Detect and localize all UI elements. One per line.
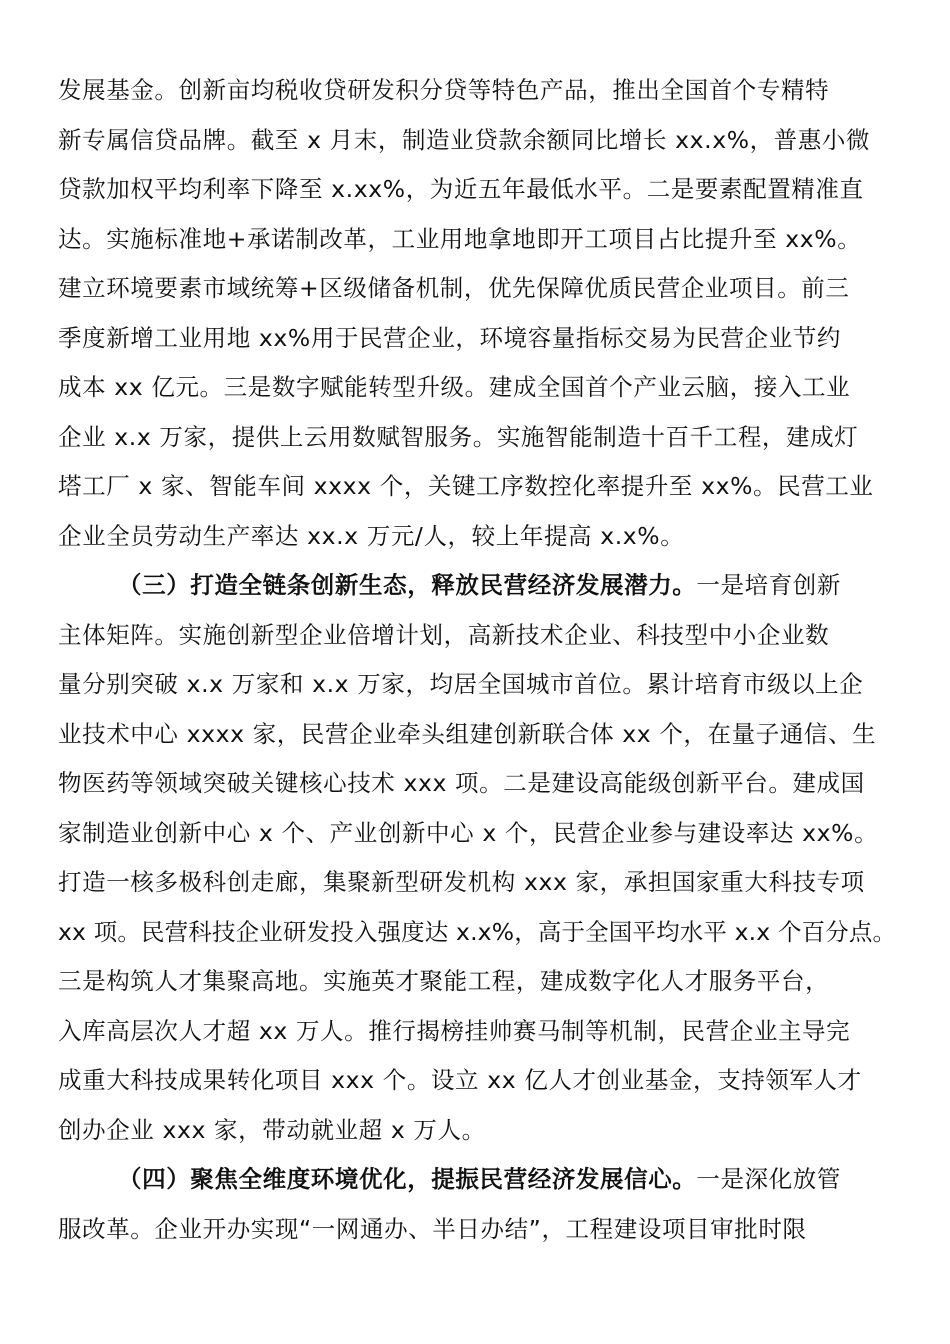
text-line: 三是构筑人才集聚高地。实施英才聚能工程，建成数字化人才服务平台，	[58, 967, 830, 995]
text-line: 达。实施标准地+承诺制改革，工业用地拿地即开工项目占比提升至 xx%。	[58, 224, 862, 253]
section-3-first-line	[58, 561, 898, 611]
text-line: 物医药等领域突破关键核心技术 xxx 项。二是建设高能级创新平台。建成国	[58, 769, 865, 797]
text-line: 家制造业创新中心 x 个、产业创新中心 x 个，民营企业参与建设率达 xx%。	[58, 818, 879, 847]
text-line: 企业全员劳动生产率达 xx.x 万元/人，较上年提高 x.x%。	[58, 521, 685, 550]
section-4-first-line	[58, 1155, 898, 1205]
text-line: 建立环境要素市域统筹+区级储备机制，优先保障优质民营企业项目。前三	[58, 274, 850, 302]
text-line: 服改革。企业开办实现“一网通办、半日办结”，工程建设项目审批时限	[58, 1214, 807, 1243]
text-line: 企业 x.x 万家，提供上云用数赋智服务。实施智能制造十百千工程，建成灯	[58, 422, 859, 451]
document-body	[58, 66, 898, 1254]
text-line: 成本 xx 亿元。三是数字赋能转型升级。建成全国首个产业云脑，接入工业	[58, 373, 851, 401]
text-line: 打造一核多极科创走廊，集聚新型研发机构 xxx 家，承担国家重大科技专项	[58, 868, 865, 896]
text-line: 季度新增工业用地 xx%用于民营企业，环境容量指标交易为民营企业节约	[58, 323, 842, 352]
text-line: 塔工厂 x 家、智能车间 xxxx 个，关键工序数控化率提升至 xx%。民营工业	[58, 472, 874, 500]
text-line: xx 项。民营科技企业研发投入强度达 x.x%，高于全国平均水平 x.x 个百分点。	[58, 917, 897, 946]
text-line: 量分别突破 x.x 万家和 x.x 万家，均居全国城市首位。累计培育市级以上企	[58, 670, 864, 698]
text-line: 贷款加权平均利率下降至 x.xx%，为近五年最低水平。二是要素配置精准直	[58, 175, 864, 203]
text-line: 成重大科技成果转化项目 xxx 个。设立 xx 亿人才创业基金，支持领军人才	[58, 1066, 862, 1094]
section-3-heading: （三）打造全链条创新生态，释放民营经济发展潜力。	[118, 571, 697, 599]
text-line: 创办企业 xxx 家，带动就业超 x 万人。	[58, 1115, 486, 1144]
section-4-heading: （四）聚焦全维度环境优化，提振民营经济发展信心。	[118, 1165, 697, 1193]
text-line: 入库高层次人才超 xx 万人。推行揭榜挂帅赛马制等机制，民营企业主导完	[58, 1016, 851, 1045]
section-4-first-line-text: 一是深化放管	[696, 1165, 842, 1193]
text-line: 新专属信贷品牌。截至 x 月末，制造业贷款余额同比增长 xx.x%，普惠小微	[58, 125, 871, 154]
text-line: 发展基金。创新亩均税收贷研发积分贷等特色产品，推出全国首个专精特	[58, 76, 830, 104]
text-line: 主体矩阵。实施创新型企业倍增计划，高新技术企业、科技型中小企业数	[58, 620, 830, 649]
text-line: 业技术中心 xxxx 家，民营企业牵头组建创新联合体 xx 个，在量子通信、生	[58, 719, 877, 748]
section-3-first-line-text: 一是培育创新	[696, 571, 842, 599]
